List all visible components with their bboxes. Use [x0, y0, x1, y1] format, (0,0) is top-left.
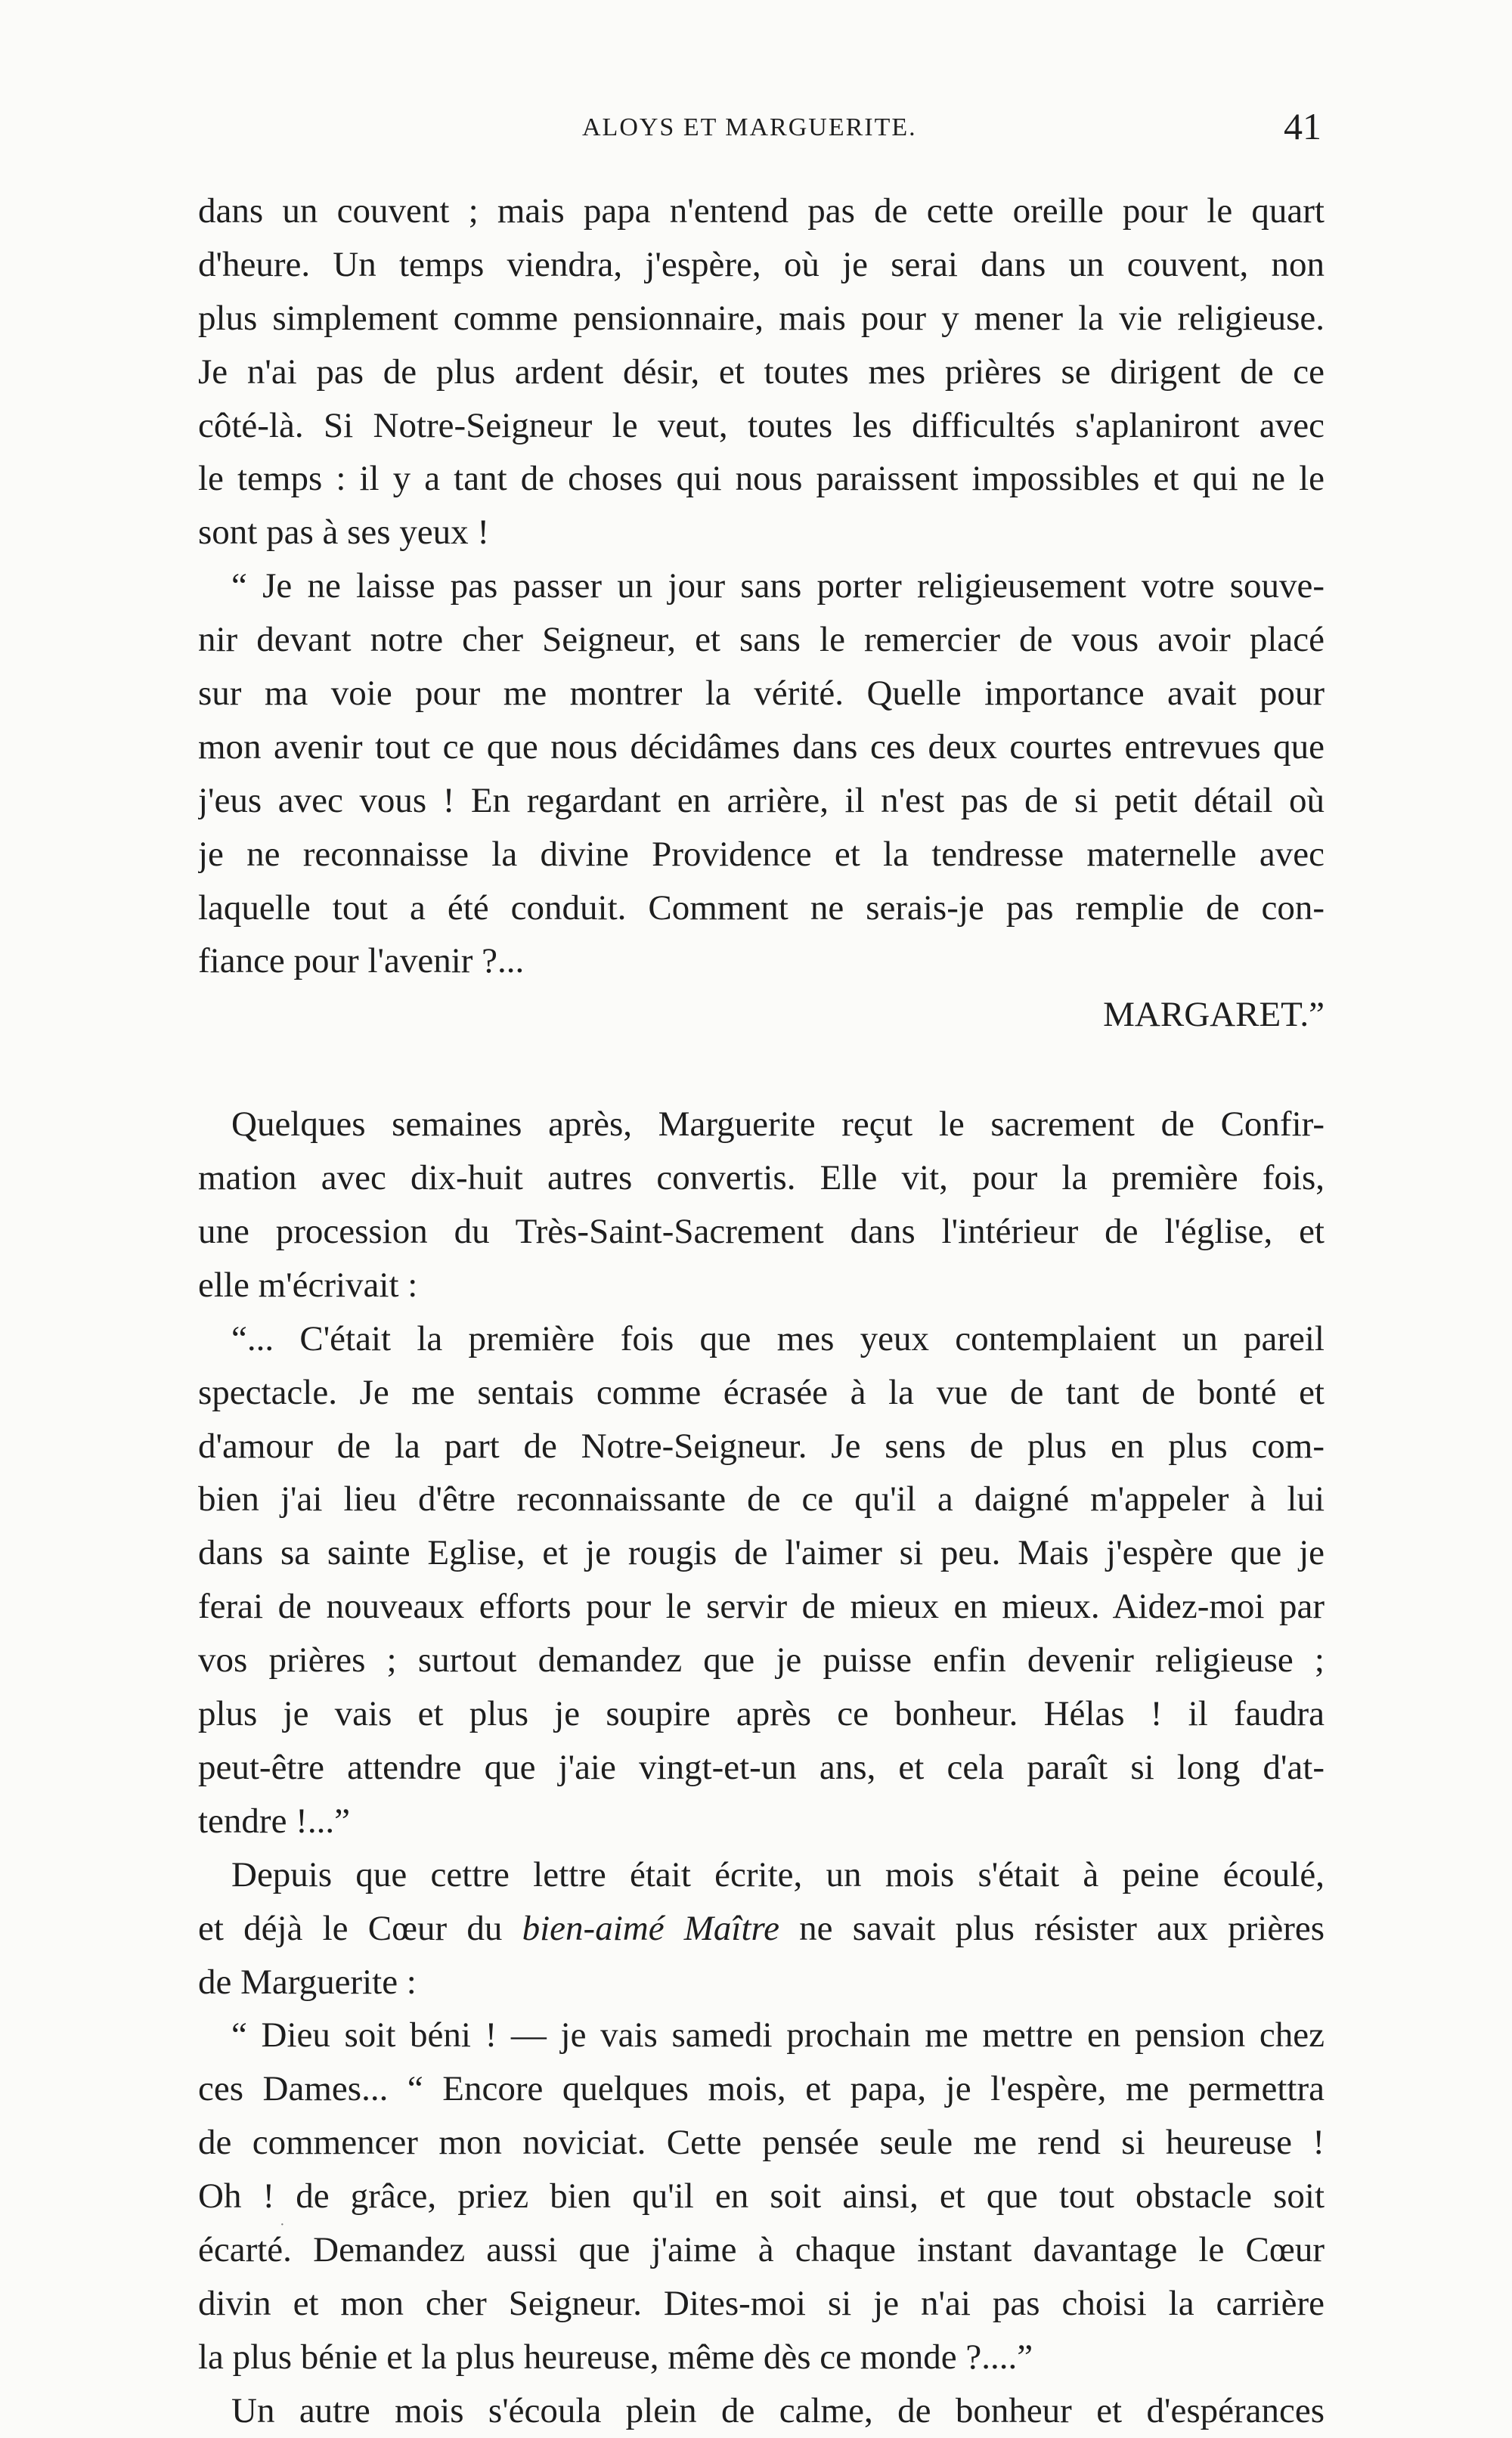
text-line: dans un couvent ; mais papa n'entend pas de cette oreille pour le quart	[198, 191, 1325, 231]
text-line: ces Dames... “ Encore quelques mois, et papa, je l'espère, me permettra	[198, 2069, 1325, 2109]
text-line: une procession du Très-Saint-Sacrement dans l'intérieur de l'église, et	[198, 1212, 1325, 1252]
text-line: vos prières ; surtout demandez que je puisse enfin devenir religieuse ;	[198, 1640, 1325, 1681]
text-line: “ Je ne laisse pas passer un jour sans porter religieusement votre souve-	[231, 566, 1325, 606]
text-line: Quelques semaines après, Marguerite reçut le sacrement de Confir-	[231, 1104, 1325, 1145]
text-line: spectacle. Je me sentais comme écrasée à la vue de tant de bonté et	[198, 1372, 1325, 1412]
text-line: plus simplement comme pensionnaire, mais pour y mener la vie religieuse.	[198, 298, 1325, 338]
text-line: Un autre mois s'écoula plein de calme, de bonheur et d'espérances	[231, 2390, 1325, 2430]
text-line: côté-là. Si Notre-Seigneur le veut, toutes les difficultés s'aplaniront avec	[198, 405, 1325, 445]
text-line: sur ma voie pour me montrer la vérité. Quelle importance avait pour	[198, 674, 1325, 714]
text-line: je ne reconnaisse la divine Providence et la tendresse maternelle avec	[198, 834, 1325, 874]
text-line: plus je vais et plus je soupire après ce bonheur. Hélas ! il faudra	[198, 1694, 1325, 1734]
page-number: 41	[1284, 105, 1321, 147]
text-line: d'heure. Un temps viendra, j'espère, où je serai dans un couvent, non	[198, 244, 1325, 284]
text-line: tendre !...”	[198, 1801, 350, 1841]
italic-phrase: bien-aimé Maître	[522, 1908, 779, 1948]
text-line: d'amour de la part de Notre-Seigneur. Je sens de plus en plus com-	[198, 1426, 1325, 1466]
text-line: la plus bénie et la plus heureuse, même dès ce monde ?....”	[198, 2337, 1033, 2377]
text-line: écarté. Demandez aussi que j'aime à chaque instant davantage le Cœur	[198, 2229, 1325, 2269]
text-line: elle m'écrivait :	[198, 1265, 418, 1305]
text-line: Depuis que cettre lettre était écrite, un mois s'était à peine écoulé,	[231, 1854, 1325, 1894]
text-line: laquelle tout a été conduit. Comment ne serais-je pas remplie de con-	[198, 888, 1325, 928]
text-line: bien j'ai lieu d'être reconnaissante de ce qu'il a daigné m'appeler à lui	[198, 1479, 1325, 1519]
text-line: mation avec dix-huit autres convertis. Elle vit, pour la première fois,	[198, 1158, 1325, 1198]
text-line: sont pas à ses yeux !	[198, 513, 490, 553]
text-line: dans sa sainte Eglise, et je rougis de l'aimer si peu. Mais j'espère que je	[198, 1533, 1325, 1573]
text-line: “ Dieu soit béni ! — je vais samedi prochain me mettre en pension chez	[231, 2015, 1325, 2055]
text-line: divin et mon cher Seigneur. Dites-moi si je n'ai pas choisi la carrière	[198, 2283, 1325, 2323]
text-line: ferai de nouveaux efforts pour le servir de mieux en mieux. Aidez-moi par	[198, 1587, 1325, 1627]
text-line: et déjà le Cœur du bien-aimé Maître ne savait plus résister aux prières	[198, 1908, 1325, 1948]
running-title: ALOYS ET MARGUERITE.	[582, 113, 917, 141]
text-line: peut-être attendre que j'aie vingt-et-un ans, et cela paraît si long d'at-	[198, 1747, 1325, 1787]
text-line: nir devant notre cher Seigneur, et sans le remercier de vous avoir placé	[198, 620, 1325, 660]
text-line: “... C'était la première fois que mes yeux contemplaient un pareil	[231, 1318, 1325, 1358]
signature: MARGARET.”	[1103, 995, 1325, 1035]
text-line: Je n'ai pas de plus ardent désir, et toutes mes prières se dirigent de ce	[198, 352, 1325, 392]
text-line: le temps : il y a tant de choses qui nous paraissent impossibles et qui ne le	[198, 459, 1325, 499]
text-line: Oh ! de grâce, priez bien qu'il en soit ainsi, et que tout obstacle soit	[198, 2176, 1325, 2217]
text-line: j'eus avec vous ! En regardant en arrière, il n'est pas de si petit détail où	[198, 780, 1325, 820]
stray-mark: ·	[280, 2217, 285, 2233]
text-line: de Marguerite :	[198, 1962, 417, 2002]
page-text	[198, 184, 1325, 2438]
text-line: de commencer mon noviciat. Cette pensée seule me rend si heureuse !	[198, 2123, 1325, 2163]
paragraph-spacer	[198, 1042, 1325, 1098]
text-line: fiance pour l'avenir ?...	[198, 941, 525, 981]
text-line: mon avenir tout ce que nous décidâmes dans ces deux courtes entrevues que	[198, 726, 1325, 767]
